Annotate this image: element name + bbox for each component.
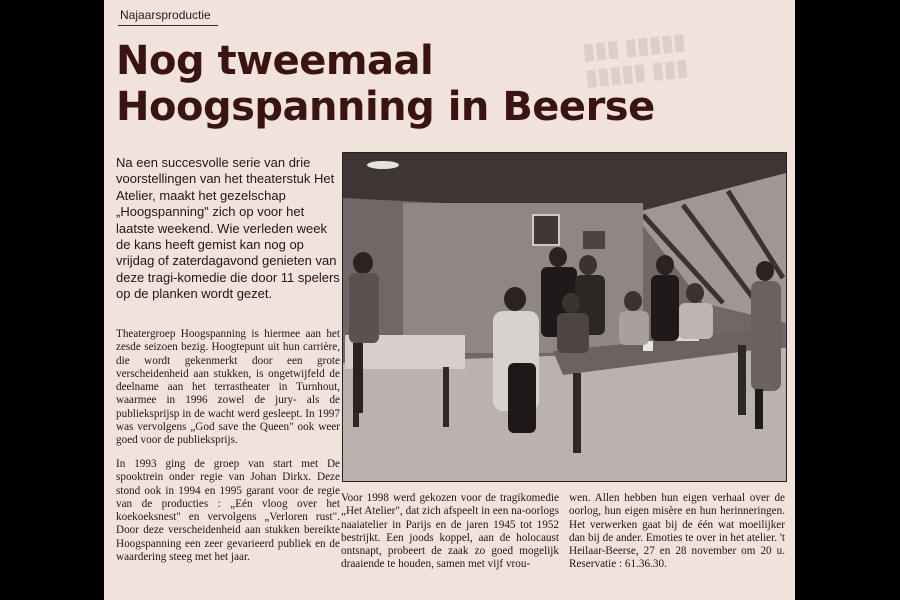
rehearsal-photo bbox=[342, 152, 787, 482]
section-rule bbox=[118, 25, 218, 26]
bleed-through-text: ▮▮▮ ▮▮▮▮▮ ▮▮▮▮▮ ▮▮▮ bbox=[581, 28, 690, 90]
newspaper-clipping bbox=[104, 0, 795, 600]
headline-line-2: Hoogspanning in Beerse bbox=[116, 84, 655, 130]
section-label: Najaarsproductie bbox=[120, 8, 211, 22]
photo-illustration bbox=[343, 153, 786, 481]
lead-paragraph: Na een succesvolle serie van drie voorstellingen van het theaterstuk Het Atelier, maakt het gezelschap „Hoogspanning" zich op voor het laatste weekend. Wie verleden week de kans heeft gemist kan nog op vrijdag of zaterdagavond genieten van deze tragi-komedie die door 11 spelers op de planken wordt gezet. bbox=[116, 155, 340, 302]
headline bbox=[116, 38, 776, 130]
body-paragraph-4: wen. Allen hebben hun eigen verhaal over de oorlog, hun eigen misère en hun herinneringen. Het verwerken gaat bij de één wat moeilijker dan bij de ander. Emoties te over in het atelier. 't Heilaar-Beerse, 27 en 28 november om 20 u. Reservatie : 61.36.30. bbox=[569, 492, 785, 571]
body-paragraph-1: Theatergroep Hoogspanning is hiermee aan het zesde seizoen bezig. Hoogtepunt uit hun carrière, die wordt gekenmerkt door een grote verscheidenheid aan stukken, is ongetwijfeld de deelname aan het terrastheater in Turnhout, waarmee in 1996 zowel de jury- als de publieksprijsp in de wacht werd gesleept. In 1997 was vervolgens „God save the Queen" ook weer goed voor de publieksprijs. bbox=[116, 328, 340, 447]
headline-line-1: Nog tweemaal bbox=[116, 38, 434, 84]
body-paragraph-3: Voor 1998 werd gekozen voor de tragikomedie „Het Atelier", dat zich afspeelt in een na-oorlogs naaiatelier in Parijs en de jaren 1945 tot 1952 bestrijkt. Een joods koppel, aan de holocaust ontsnapt, probeert de zaak zo goed mogelijk draaiende te houden, samen met vijf vrou- bbox=[341, 492, 559, 571]
body-paragraph-2: In 1993 ging de groep van start met De spooktrein onder regie van Johan Dirkx. Deze stond ook in 1994 en 1995 garant voor de regie van de producties : „Eén vloog over het koekoeksnest" en vervolgens „Verloren rust". Door deze verscheidenheid aan stukken bereikte Hoogspanning een zeer gevarieerd publiek en de waardering steeg met het jaar. bbox=[116, 458, 340, 564]
